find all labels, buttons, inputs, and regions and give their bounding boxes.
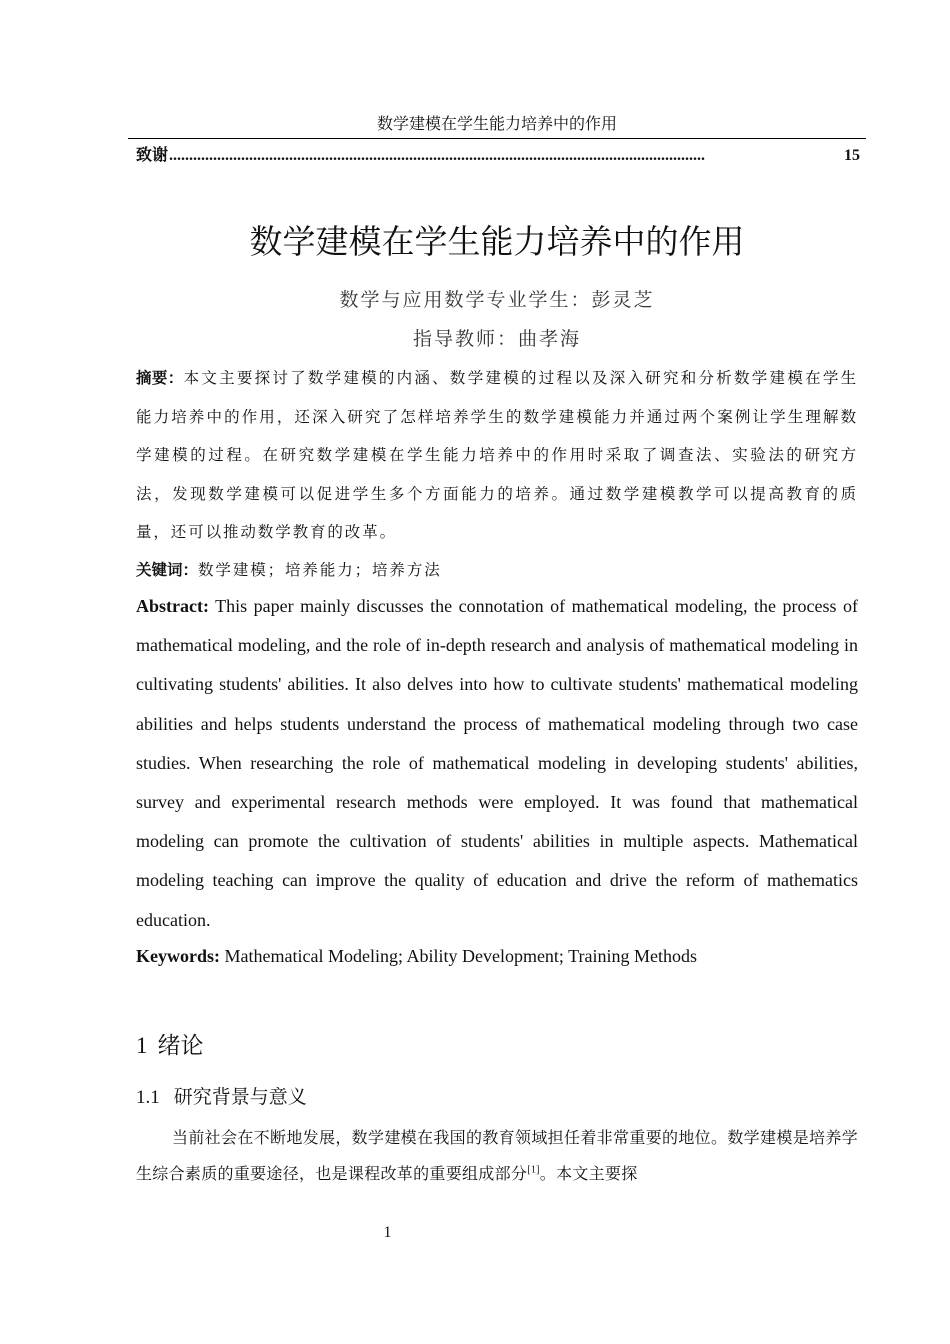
section-title: 绪论 (157, 1033, 204, 1059)
subsection-title: 研究背景与意义 (173, 1086, 307, 1108)
chinese-abstract-label: 摘要： (136, 369, 184, 387)
body-text-before: 当前社会在不断地发展，数学建模在我国的教育领域担任着非常重要的地位。数学建模是培养学生综合素质的重要途径，也是课程改革的重要组成部分 (136, 1128, 858, 1183)
chinese-abstract (136, 359, 858, 552)
advisor-line: 指导教师：曲孝海 (412, 328, 581, 350)
toc-leader-dots: ...................................................................................................................................... (169, 147, 706, 164)
toc-label: 致谢 (136, 145, 169, 164)
subsection-number: 1.1 (136, 1087, 160, 1108)
english-keywords (136, 938, 858, 974)
chinese-keywords (136, 553, 858, 587)
body-paragraph (136, 1120, 858, 1192)
section-heading-1-1 (136, 1080, 307, 1115)
english-abstract-label: Abstract: (136, 596, 209, 616)
page-number: 1 (383, 1224, 392, 1241)
english-abstract (136, 587, 858, 940)
running-header: 数学建模在学生能力培养中的作用 (128, 112, 866, 139)
chinese-keywords-label: 关键词： (136, 561, 199, 579)
toc-page-number: 15 (844, 147, 860, 164)
section-number: 1 (136, 1033, 148, 1058)
english-keywords-text: Mathematical Modeling; Ability Development; Training Methods (224, 946, 697, 966)
english-abstract-text: This paper mainly discusses the connotation of mathematical modeling, the process of mathematical modeling, and the role of in-depth research and analysis of mathematical modeling in cultivating students' abilities. It also delves into how to cultivate students' mathematical modeling abilities and helps students understand the process of mathematical modeling through two case studies. When researching the role of mathematical modeling in developing students' abilities, survey and experimental research methods were employed. It was found that mathematical modeling can promote the cultivation of students' abilities in multiple aspects. Mathematical modeling teaching can improve the quality of education and drive the reform of mathematics education. (136, 596, 858, 930)
section-heading-1 (136, 1026, 204, 1066)
toc-entry-acknowledgements[interactable] (136, 142, 860, 166)
paper-title: 数学建模在学生能力培养中的作用 (249, 222, 745, 261)
body-text-after: 。本文主要探 (539, 1164, 638, 1183)
chinese-abstract-text: 本文主要探讨了数学建模的内涵、数学建模的过程以及深入研究和分析数学建模在学生能力培养中的作用，还深入研究了怎样培养学生的数学建模能力并通过两个案例让学生理解数学建模的过程。在研究数学建模在学生能力培养中的作用时采取了调查法、实验法的研究方法，发现数学建模可以促进学生多个方面能力的培养。通过数学建模教学可以提高教育的质量，还可以推动数学教育的改革。 (136, 369, 858, 541)
english-keywords-label: Keywords: (136, 946, 220, 966)
citation-link[interactable]: [1] (527, 1164, 540, 1176)
chinese-keywords-text: 数学建模；培养能力；培养方法 (198, 561, 442, 579)
author-line: 数学与应用数学专业学生：彭灵芝 (339, 289, 655, 311)
